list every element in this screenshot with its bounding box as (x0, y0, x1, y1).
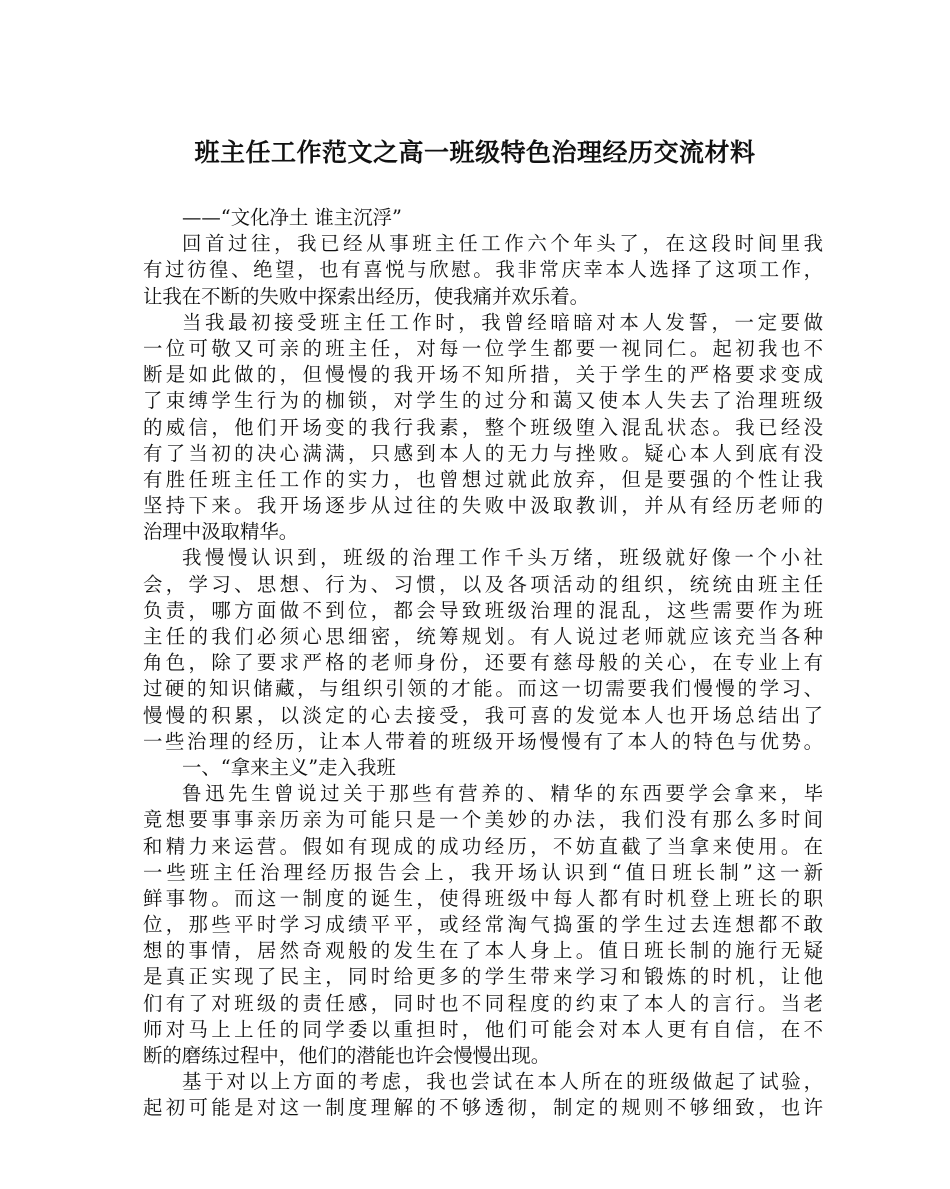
text-line: 位，那些平时学习成绩平平，或经常淘气捣蛋的学生过去连想都不敢 (143, 913, 823, 937)
text-line: 当我最初接受班主任工作时，我曾经暗暗对本人发誓，一定要做 (182, 310, 823, 334)
text-line: 有胜任班主任工作的实力，也曾想过就此放弃，但是要强的个性让我 (143, 467, 823, 491)
text-line: 过硬的知识储藏，与组织引领的才能。而这一切需要我们慢慢的学习、 (143, 677, 823, 701)
text-line: 治理中汲取精华。 (143, 520, 299, 544)
text-line: 会，学习、思想、行为、习惯，以及各项活动的组织，统统由班主任 (143, 572, 823, 596)
text-line: 鲜事物。而这一制度的诞生，使得班级中每人都有时机登上班长的职 (143, 886, 823, 910)
text-line: 主任的我们必须心思细密，统筹规划。有人说过老师就应该充当各种 (143, 625, 823, 648)
text-line: 一些治理的经历，让本人带着的班级开场慢慢有了本人的特色与优势。 (143, 729, 823, 753)
text-line: 断的磨练过程中，他们的潜能也许会慢慢出现。 (143, 1044, 551, 1067)
text-line: 是真正实现了民主，同时给更多的学生带来学习和锻炼的时机，让他 (143, 965, 823, 989)
text-line: 竟想要事事亲历亲为可能只是一个美妙的办法，我们没有那么多时间 (143, 808, 823, 832)
text-line: 坚持下来。我开场逐步从过往的失败中汲取教训，并从有经历老师的 (143, 494, 823, 518)
text-line: 起初可能是对这一制度理解的不够透彻，制定的规则不够细致，也许 (143, 1096, 823, 1120)
text-line: 想的事情，居然奇观般的发生在了本人身上。值日班长制的施行无疑 (143, 939, 823, 963)
text-line: 们有了对班级的责任感，同时也不同程度的约束了本人的言行。当老 (143, 991, 823, 1015)
text-line: 断是如此做的，但慢慢的我开场不知所措，关于学生的严格要求变成 (143, 363, 823, 387)
text-line: 基于对以上方面的考虑，我也尝试在本人所在的班级做起了试验， (182, 1070, 823, 1094)
text-line: 一、“拿来主义”走入我班 (182, 755, 396, 779)
text-line: 角色，除了要求严格的老师身份，还要有慈母般的关心，在专业上有 (143, 651, 823, 675)
text-line: 回首过往，我已经从事班主任工作六个年头了，在这段时间里我 (182, 232, 823, 256)
text-line: 有过彷徨、绝望，也有喜悦与欣慰。我非常庆幸本人选择了这项工作， (143, 258, 823, 282)
text-line: 负责，哪方面做不到位，都会导致班级治理的混乱，这些需要作为班 (143, 598, 823, 622)
text-line: 一些班主任治理经历报告会上，我开场认识到“值日班长制”这一新 (143, 860, 823, 884)
text-line: 和精力来运营。假如有现成的成功经历，不妨直截了当拿来使用。在 (143, 834, 823, 858)
text-line: ——“文化净土 谁主沉浮” (182, 206, 402, 229)
text-line: 了束缚学生行为的枷锁，对学生的过分和蔼又使本人失去了治理班级 (143, 389, 823, 413)
text-line: 鲁迅先生曾说过关于那些有营养的、精华的东西要学会拿来，毕 (182, 782, 823, 806)
text-line: 我慢慢认识到，班级的治理工作千头万绪，班级就好像一个小社 (182, 546, 823, 570)
text-line: 一位可敬又可亲的班主任，对每一位学生都要一视同仁。起初我也不 (143, 336, 823, 360)
text-line: 让我在不断的失败中探索出经历，使我痛并欢乐着。 (143, 284, 589, 308)
text-line: 的威信，他们开场变的我行我素，整个班级堕入混乱状态。我已经没 (143, 415, 823, 439)
text-line: 慢慢的积累，以淡定的心去接受，我可喜的发觉本人也开场总结出了 (143, 703, 823, 727)
text-line: 有了当初的决心满满，只感到本人的无力与挫败。疑心本人到底有没 (143, 441, 823, 465)
document-body (143, 205, 823, 1122)
document-title: 班主任工作范文之高一班级特色治理经历交流材料 (194, 138, 756, 167)
text-line: 师对马上上任的同学委以重担时，他们可能会对本人更有自信，在不 (143, 1017, 823, 1041)
